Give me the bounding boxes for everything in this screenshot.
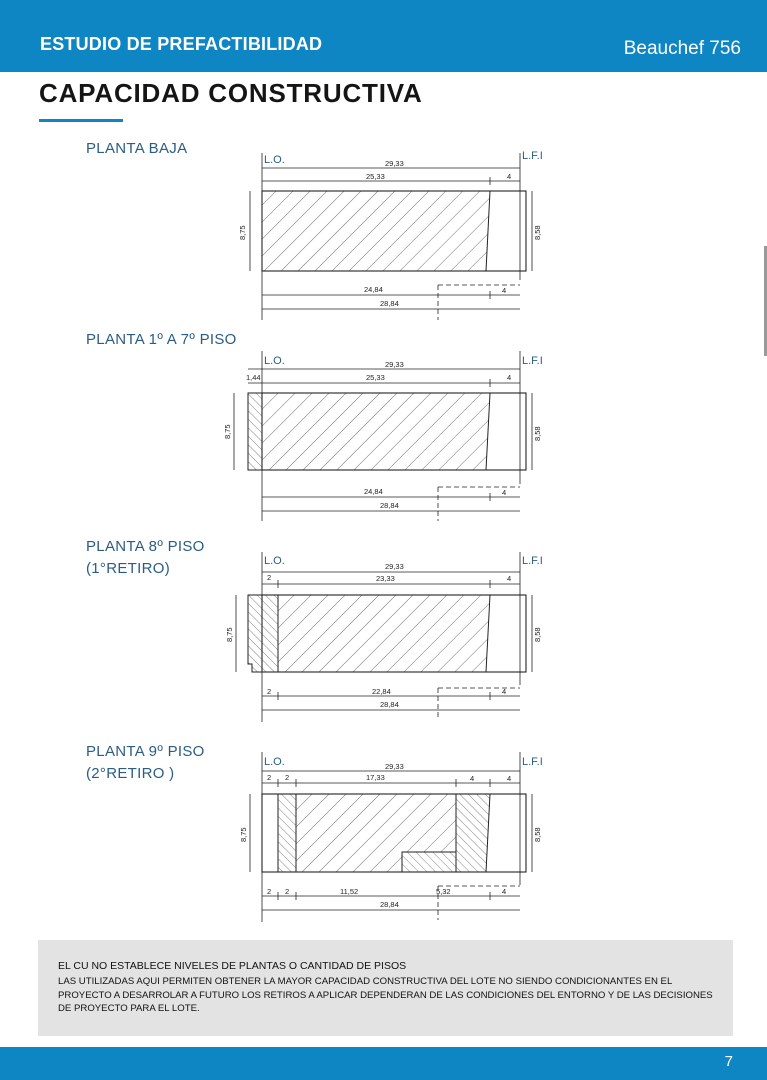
section-title: CAPACIDAD CONSTRUCTIVA: [39, 78, 423, 108]
dim-top-left: 2: [267, 573, 272, 582]
plan-label-line: PLANTA 1º A 7º PISO: [86, 331, 237, 348]
plan-label-line: PLANTA 8º PISO: [86, 538, 205, 555]
dim-right-height: 8,58: [533, 827, 542, 842]
plan-label-planta-9: [86, 741, 205, 785]
lo-label: L.O.: [264, 555, 285, 567]
plan-label-planta-baja: [86, 138, 187, 160]
dim-top-right: 4: [507, 574, 512, 583]
plan-label-line: (2°RETIRO ): [86, 765, 175, 782]
dim-bottom-total: 28,84: [380, 700, 399, 709]
dim-bottom-left: 2: [267, 887, 272, 896]
dim-top-sub: 17,33: [366, 773, 385, 782]
dim-top-total: 29,33: [385, 762, 404, 771]
dim-top-sub: 25,33: [366, 172, 385, 181]
section-title-underline: [39, 119, 123, 122]
lfi-label: L.F.I: [522, 756, 543, 768]
dim-top-mid: 4: [470, 774, 475, 783]
dim-bottom-right: 4: [502, 687, 507, 696]
dim-bottom-right: 4: [502, 488, 507, 497]
plan-drawing-planta-8: [220, 550, 560, 740]
dim-top-total: 29,33: [385, 562, 404, 571]
page-number: 7: [724, 1053, 733, 1070]
plan-label-line: PLANTA 9º PISO: [86, 743, 205, 760]
header-bar: [0, 0, 767, 72]
plan-label-line: PLANTA BAJA: [86, 140, 188, 157]
dim-top-left-2: 2: [285, 773, 290, 782]
dim-bottom-right: 4: [502, 286, 507, 295]
plan-label-line: (1°RETIRO): [86, 560, 170, 577]
dim-top-left: 1,44: [246, 373, 261, 382]
plan-drawing-planta-1-7: [220, 349, 560, 539]
dim-right-height: 8,58: [533, 225, 542, 240]
dim-right-height: 8,58: [533, 627, 542, 642]
dim-top-right: 4: [507, 172, 512, 181]
plan-drawing-planta-baja: [220, 145, 560, 335]
dim-bottom-right: 4: [502, 887, 507, 896]
lo-label: L.O.: [264, 154, 285, 166]
dim-bottom-sub: 11,52: [340, 887, 359, 896]
dim-bottom-left: 2: [267, 687, 272, 696]
lo-label: L.O.: [264, 355, 285, 367]
dim-bottom-mid: 5,32: [436, 887, 451, 896]
project-name: Beauchef 756: [623, 38, 741, 59]
dim-left-height: 8,75: [238, 225, 247, 240]
dim-bottom-left-2: 2: [285, 887, 290, 896]
dim-bottom-total: 28,84: [380, 299, 399, 308]
dim-bottom-total: 28,84: [380, 900, 399, 909]
note-body: LAS UTILIZADAS AQUI PERMITEN OBTENER LA MAYOR CAPACIDAD CONSTRUCTIVA DEL LOTE NO SIENDO CONDICIONANTES EN EL PROYECTO A DESARROLAR A FUTURO LOS RETIROS A APLICAR DEPENDERAN DE LAS CONDICIONES DEL ENTORNO Y DE LAS DECISIONES DE PROYECTO PARA EL LOTE.: [58, 976, 713, 1014]
footer-bar: [0, 1047, 767, 1080]
lfi-label: L.F.I: [522, 555, 543, 567]
plan-label-planta-1-7: [86, 329, 237, 351]
dim-top-right: 4: [507, 373, 512, 382]
dim-top-total: 29,33: [385, 360, 404, 369]
dim-right-height: 8,58: [533, 426, 542, 441]
dim-top-sub: 25,33: [366, 373, 385, 382]
dim-bottom-sub: 24,84: [364, 285, 383, 294]
lfi-label: L.F.I: [522, 150, 543, 162]
dim-bottom-sub: 22,84: [372, 687, 391, 696]
plan-drawing-planta-9: [220, 750, 560, 940]
dim-bottom-sub: 24,84: [364, 487, 383, 496]
dim-top-sub: 23,33: [376, 574, 395, 583]
dim-left-height: 8,75: [239, 827, 248, 842]
note-heading: EL CU NO ESTABLECE NIVELES DE PLANTAS O CANTIDAD DE PISOS: [58, 960, 407, 972]
lfi-label: L.F.I: [522, 355, 543, 367]
note-box: [38, 940, 733, 1036]
dim-top-total: 29,33: [385, 159, 404, 168]
dim-top-right: 4: [507, 774, 512, 783]
lo-label: L.O.: [264, 756, 285, 768]
dim-top-left: 2: [267, 773, 272, 782]
plan-label-planta-8: [86, 536, 205, 580]
dim-left-height: 8,75: [223, 424, 232, 439]
dim-left-height: 8,75: [225, 627, 234, 642]
dim-bottom-total: 28,84: [380, 501, 399, 510]
document-title: ESTUDIO DE PREFACTIBILIDAD: [40, 34, 323, 54]
